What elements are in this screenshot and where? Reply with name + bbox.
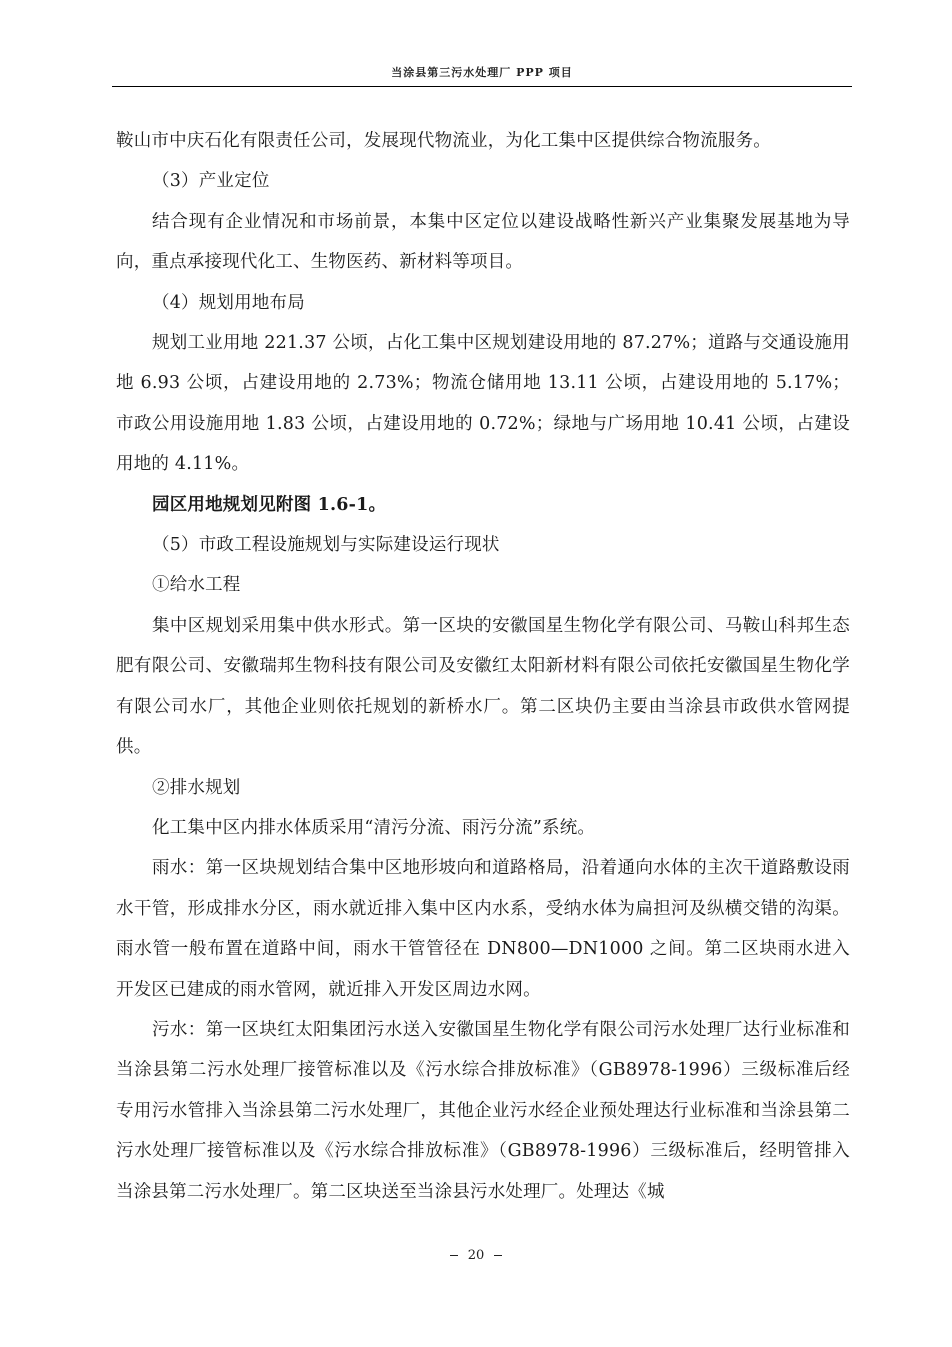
paragraph: 化工集中区内排水体质采用“清污分流、雨污分流”系统。 bbox=[152, 817, 596, 838]
dash-right bbox=[494, 1255, 502, 1256]
paragraph: 污水：第一区块红太阳集团污水送入安徽国星生物化学有限公司污水处理厂达行业标准和当涂县第二污水处理厂接管标准以及《污水综合排放标准》（GB8978-1996）三级标准后经专用污水管排入当涂县第二污水处理厂，其他企业污水经企业预处理达行业标准和当涂县第二污水处理厂接管标准以及《污水综合排放标准》（GB8978-1996）三级标准后，经明管排入当涂县第二污水处理厂。第二区块送至当涂县污水处理厂。处理达《城 bbox=[116, 1019, 850, 1202]
page-footer bbox=[0, 1248, 952, 1263]
page-number: 20 bbox=[467, 1248, 485, 1263]
figure-reference: 园区用地规划见附图 1.6-1。 bbox=[152, 494, 387, 515]
section-heading: （3）产业定位 bbox=[152, 171, 270, 192]
dash-left bbox=[450, 1255, 458, 1256]
paragraph: 雨水：第一区块规划结合集中区地形坡向和道路格局，沿着通向水体的主次干道路敷设雨水干管，形成排水分区，雨水就近排入集中区内水系，受纳水体为扁担河及纵横交错的沟渠。雨水管一般布置在道路中间，雨水干管管径在 DN800—DN1000 之间。第二区块雨水进入开发区已建成的雨水管网，就近排入开发区周边水网。 bbox=[116, 858, 850, 1000]
section-heading: （4）规划用地布局 bbox=[152, 292, 305, 313]
subsection-heading: ②排水规划 bbox=[152, 777, 241, 798]
header-divider bbox=[112, 86, 852, 87]
running-header: 当涂县第三污水处理厂 PPP 项目 bbox=[391, 66, 573, 79]
paragraph: 鞍山市中庆石化有限责任公司，发展现代物流业，为化工集中区提供综合物流服务。 bbox=[116, 131, 771, 151]
paragraph: 规划工业用地 221.37 公顷，占化工集中区规划建设用地的 87.27%；道路与交通设施用地 6.93 公顷，占建设用地的 2.73%；物流仓储用地 13.11 公顷，占建设用地的 5.17%；市政公用设施用地 1.83 公顷，占建设用地的 0.72%；绿地与广场用地 10.41 公顷，占建设用地的 4.11%。 bbox=[116, 333, 850, 475]
document-body bbox=[116, 121, 850, 1212]
section-heading: （5）市政工程设施规划与实际建设运行现状 bbox=[152, 535, 500, 556]
subsection-heading: ①给水工程 bbox=[152, 575, 241, 596]
paragraph: 集中区规划采用集中供水形式。第一区块的安徽国星生物化学有限公司、马鞍山科邦生态肥有限公司、安徽瑞邦生物科技有限公司及安徽红太阳新材料有限公司依托安徽国星生物化学有限公司水厂，其他企业则依托规划的新桥水厂。第二区块仍主要由当涂县市政供水管网提供。 bbox=[116, 615, 850, 758]
paragraph: 结合现有企业情况和市场前景，本集中区定位以建设战略性新兴产业集聚发展基地为导向，重点承接现代化工、生物医药、新材料等项目。 bbox=[116, 211, 850, 273]
